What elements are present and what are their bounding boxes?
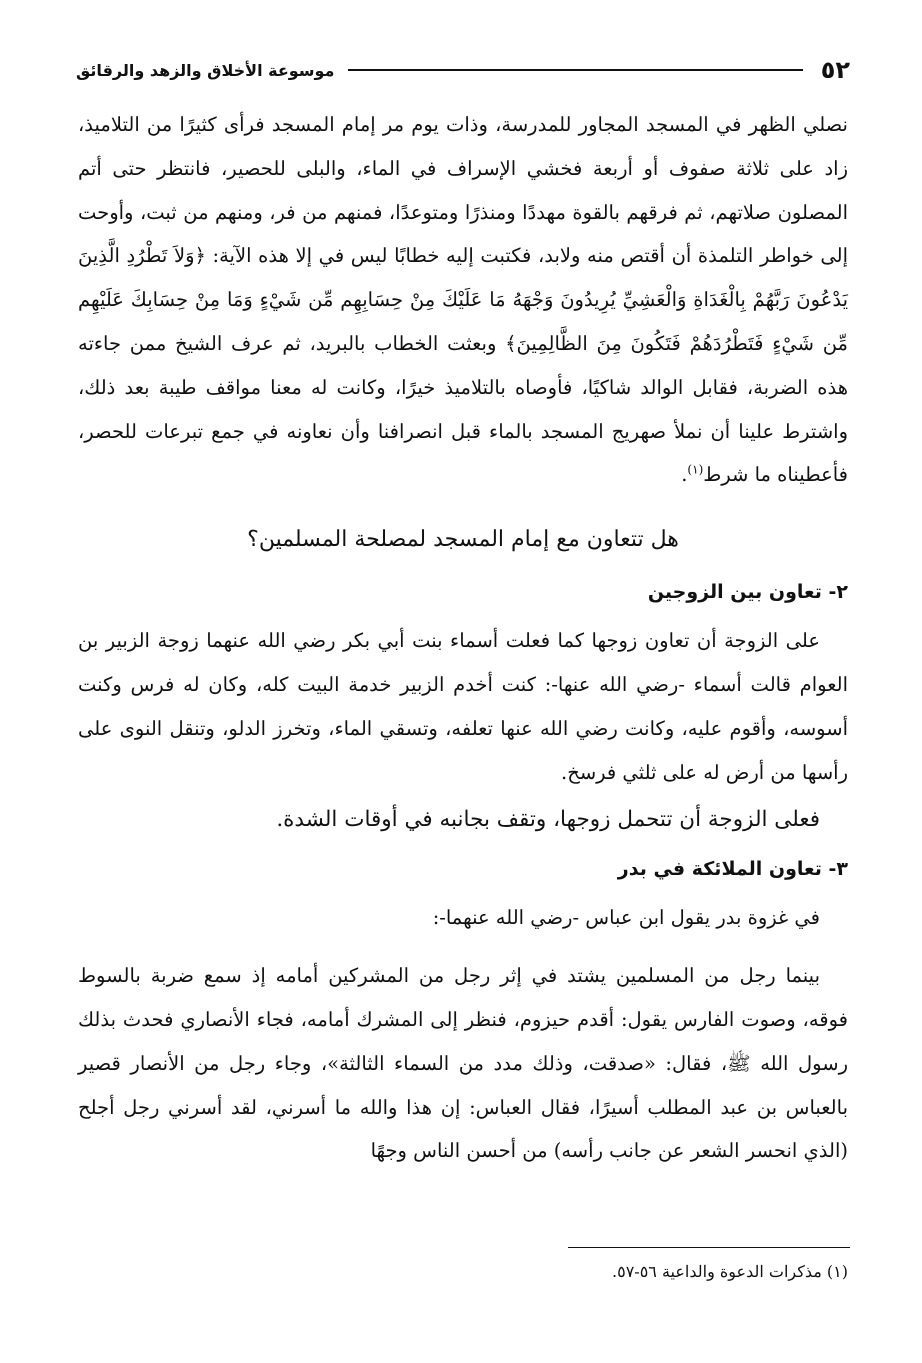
question-line: هل تتعاون مع إمام المسجد لمصلحة المسلمين؟ [247, 527, 679, 553]
paragraph-lesson: فعلى الزوجة أن تتحمل زوجها، وتقف بجانبه في أوقات الشدة. [276, 807, 820, 833]
footnote-rule [568, 1247, 850, 1248]
paragraph-story-text: نصلي الظهر في المسجد المجاور للمدرسة، وذات يوم مر إمام المسجد فرأى كثيرًا من التلاميذ، زاد على ثلاثة صفوف أو أربعة فخشي الإسراف في الماء، والبلى للحصير، فانتظر حتى أتم المصلون صلاتهم، ثم فرقهم بالقوة مهددًا ومنذرًا ومتوعدًا، فمنهم من فر، ومنهم من ثبت، وأوحت إلى خواطر التلمذة أن أقتص منه ولابد، فكتبت إليه خطابًا ليس في إلا هذه الآية: ﴿وَلاَ تَطْرُدِ الَّذِينَ يَدْعُونَ رَبَّهُمْ بِالْغَدَاةِ وَالْعَشِيِّ يُرِيدُونَ وَجْهَهُ مَا عَلَيْكَ مِنْ حِسَابِهِم مِّن شَيْءٍ وَمَا مِنْ حِسَابِكَ عَلَيْهِم مِّن شَيْءٍ فَتَطْرُدَهُمْ فَتَكُونَ مِنَ الظَّالِمِينَ﴾ وبعثت الخطاب بالبريد، ثم عرف الشيخ ممن جاءته هذه الضربة، فقابل الوالد شاكيًا، فأوصاه بالتلاميذ خيرًا، وكانت له معنا مواقف طيبة بعد ذلك، واشترط علينا أن نملأ صهريج المسجد بالماء قبل انصرافنا وأن نعاونه في جمع تبرعات للحصر، فأعطيناه ما شرط [78, 113, 848, 487]
paragraph-asma: على الزوجة أن تعاون زوجها كما فعلت أسماء بنت أبي بكر رضي الله عنهما زوجة الزبير بن العوام قالت أسماء -رضي الله عنها-: كنت أخدم الزبير خدمة البيت كله، وكان له فرس وكنت أسوسه، وأقوم عليه، وكانت رضي الله عنها تعلفه، وتسقي الماء، وتخرز الدلو، وتنقل النوى على رأسها من أرض له على ثلثي فرسخ. [78, 629, 848, 784]
spacer [78, 940, 848, 954]
footnote-reference: (١) [687, 462, 704, 477]
footnote: (١) مذكرات الدعوة والداعية ٥٦-٥٧. [612, 1262, 848, 1281]
header-rule [348, 69, 802, 71]
page-header [76, 52, 850, 88]
page-number: ٥٢ [820, 56, 850, 84]
paragraph-badr-intro: في غزوة بدر يقول ابن عباس -رضي الله عنهما-: [432, 906, 820, 930]
paragraph-story [78, 103, 848, 497]
running-title: موسوعة الأخلاق والزهد والرقائق [76, 60, 335, 80]
paragraph-badr-story: بينما رجل من المسلمين يشتد في إثر رجل من المشركين أمامه إذ سمع ضربة بالسوط فوقه، وصوت الفارس يقول: أقدم حيزوم، فنظر إلى المشرك أمامه، فجاء الأنصاري فحدث بذلك رسول الله ﷺ، فقال: «صدقت، وذلك مدد من السماء الثالثة»، وجاء رجل من الأنصار قصير بالعباس بن عبد المطلب أسيرًا، فقال العباس: إن هذا والله ما أسرني، لقد أسرني رجل أجلح (الذي انحسر الشعر عن جانب رأسه) من أحسن الناس وجهًا [78, 964, 848, 1163]
section-heading-angels: ٣- تعاون الملائكة في بدر [617, 858, 848, 881]
section-heading-spouses: ٢- تعاون بين الزوجين [647, 581, 848, 604]
page-body [78, 103, 848, 1173]
paragraph-story-end: . [681, 463, 688, 487]
